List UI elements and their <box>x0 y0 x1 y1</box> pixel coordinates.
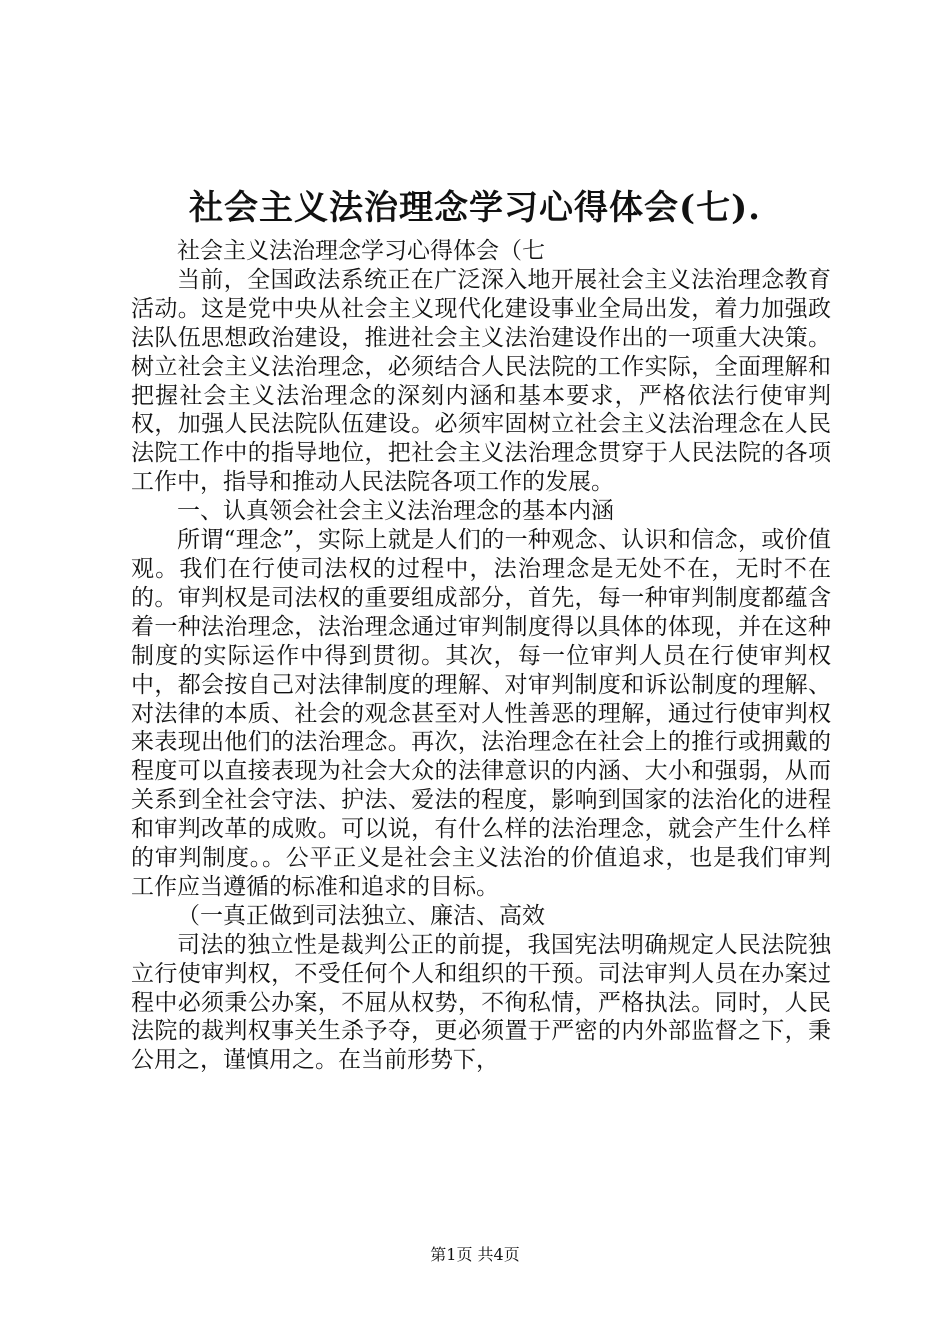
body-paragraph: 当前，全国政法系统正在广泛深入地开展社会主义法治理念教育活动。这是党中央从社会主义现代化建设事业全局出发，着力加强政法队伍思想政治建设，推进社会主义法治建设作出的一项重大决策。树立社会主义法治理念，必须结合人民法院的工作实际，全面理解和把握社会主义法治理念的深刻内涵和基本要求，严格依法行使审判权，加强人民法院队伍建设。必须牢固树立社会主义法治理念在人民法院工作中的指导地位，把社会主义法治理念贯穿于人民法院的各项工作中，指导和推动人民法院各项工作的发展。 <box>131 266 831 496</box>
body-paragraph: 司法的独立性是裁判公正的前提，我国宪法明确规定人民法院独立行使审判权，不受任何个人和组织的干预。司法审判人员在办案过程中必须秉公办案，不屈从权势，不徇私情，严格执法。同时，人民法院的裁判权事关生杀予夺，更必须置于严密的内外部监督之下，秉公用之，谨慎用之。在当前形势下， <box>131 931 831 1074</box>
subtitle-paragraph: 社会主义法治理念学习心得体会（七 <box>177 238 545 264</box>
page-footer: 第1页 共4页 <box>430 1245 520 1264</box>
subsection-heading: （一真正做到司法独立、廉洁、高效 <box>177 902 545 929</box>
section-heading: 一、认真领会社会主义法治理念的基本内涵 <box>177 498 614 525</box>
body-paragraph: 所谓“理念”，实际上就是人们的一种观念、认识和信念，或价值观。我们在行使司法权的过程中，法治理念是无处不在，无时不在的。审判权是司法权的重要组成部分，首先，每一种审判制度都蕴含着一种法治理念，法治理念通过审判制度得以具体的体现，并在这种制度的实际运作中得到贯彻。其次，每一位审判人员在行使审判权中，都会按自己对法律制度的理解、对审判制度和诉讼制度的理解、对法律的本质、社会的观念甚至对人性善恶的理解，通过行使审判权来表现出他们的法治理念。再次，法治理念在社会上的推行或拥戴的程度可以直接表现为社会大众的法律意识的内涵、大小和强弱，从而关系到全社会守法、护法、爱法的程度，影响到国家的法治化的进程和审判改革的成败。可以说，有什么样的法治理念，就会产生什么样的审判制度。。公平正义是社会主义法治的价值追求，也是我们审判工作应当遵循的标准和追求的目标。 <box>131 527 831 900</box>
document-title: 社会主义法治理念学习心得体会(七). <box>188 188 761 228</box>
document-body <box>131 237 831 1075</box>
